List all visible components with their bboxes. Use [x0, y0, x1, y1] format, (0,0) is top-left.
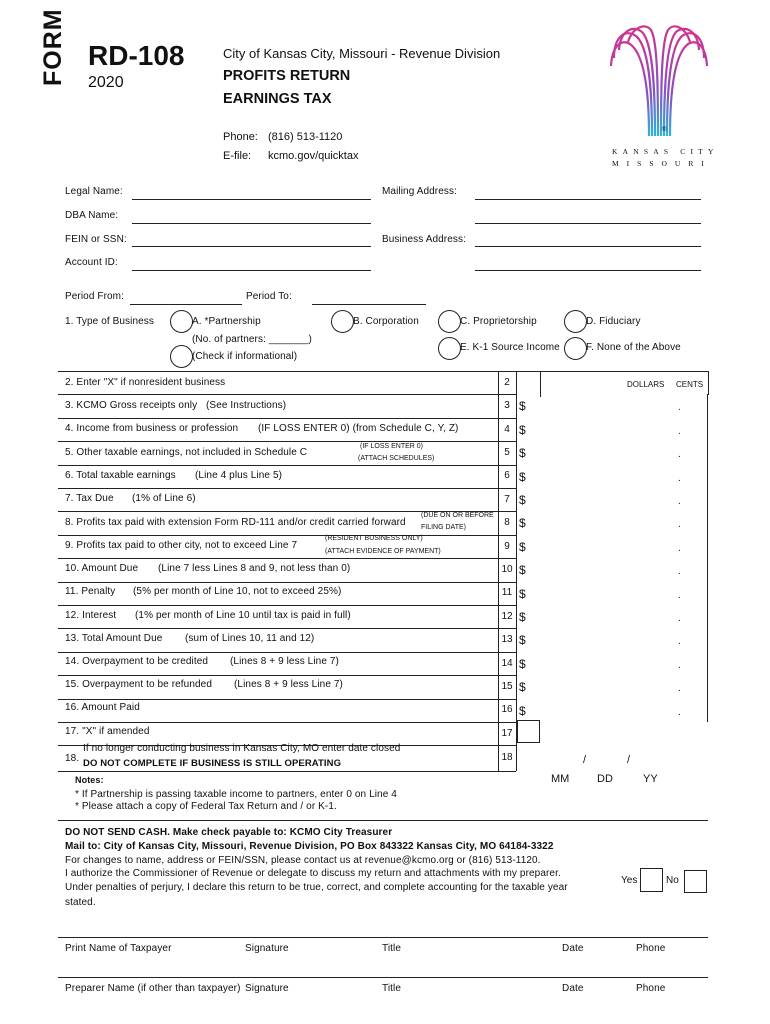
phone-label: Phone:: [223, 131, 258, 143]
type-of-business-label: 1. Type of Business: [65, 316, 154, 327]
form-number: RD-108: [88, 40, 185, 71]
line-number: 8: [504, 517, 510, 529]
dollar-sign: $: [519, 539, 526, 554]
notes-divider: [58, 820, 708, 821]
dollar-sign: $: [519, 446, 526, 461]
cents-separator: .: [678, 636, 681, 648]
line-5-note-2: (ATTACH SCHEDULES): [358, 455, 435, 462]
business-address-field-1[interactable]: [475, 246, 701, 247]
line-number: 4: [504, 423, 510, 435]
authorize-statement: I authorize the Commissioner of Revenue or delegate to discuss my return and attachments with my preparer.: [65, 868, 561, 879]
dollar-sign: $: [519, 469, 526, 484]
line-number: 10: [501, 563, 513, 575]
taxpayer-date-label: Date: [562, 943, 584, 954]
account-id-field[interactable]: [132, 270, 371, 271]
line-9-note-2: (ATTACH EVIDENCE OF PAYMENT): [325, 548, 441, 555]
dollar-sign: $: [519, 610, 526, 624]
line-5-label: 5. Other taxable earnings, not included in Schedule C: [65, 447, 308, 458]
proprietorship-label: C. Proprietorship: [460, 316, 537, 327]
line-number: 16: [501, 704, 513, 716]
amount-column-header-box: [540, 371, 709, 395]
preparer-signature-label: Signature: [245, 983, 289, 994]
authorize-no-label: No: [666, 875, 679, 886]
line-12-label: 12. Interest: [65, 610, 117, 621]
preparer-title-label: Title: [382, 983, 402, 994]
dollar-sign: $: [519, 586, 526, 601]
dollar-sign: $: [519, 703, 526, 718]
line-18-instruction: If no longer conducting business in Kansas City, MO enter date closed: [83, 743, 401, 754]
date-slash-2: /: [627, 754, 631, 766]
line-10-note: (Line 7 less Lines 8 and 9, not less than 0): [158, 563, 351, 574]
taxpayer-signature-line[interactable]: [58, 937, 708, 938]
amount-input[interactable]: [530, 490, 706, 509]
cents-separator: .: [678, 449, 681, 461]
line-number: 11: [501, 587, 513, 599]
line-5-note-1: (IF LOSS ENTER 0): [360, 443, 424, 450]
partnership-label: A. *Partnership: [192, 316, 261, 327]
notes-title: Notes:: [75, 775, 104, 785]
line-8-note-1: (DUE ON OR BEFORE: [421, 512, 494, 519]
line-number-col-right: [516, 371, 517, 771]
efile-label: E-file:: [223, 150, 252, 162]
business-address-label: Business Address:: [382, 234, 466, 245]
period-from-field[interactable]: [130, 304, 242, 305]
authorize-yes-label: Yes: [621, 875, 638, 886]
line-number: 12: [501, 610, 513, 622]
cents-separator: .: [678, 519, 681, 531]
cents-separator: .: [678, 683, 681, 695]
table-row-divider: [58, 722, 516, 723]
line-number: 5: [504, 446, 510, 458]
table-row-divider: [58, 652, 516, 653]
preparer-date-label: Date: [562, 983, 584, 994]
corporation-radio[interactable]: [331, 310, 354, 333]
line-9-label: 9. Profits tax paid to other city, not to exceed Line 7: [65, 540, 298, 551]
line-number: 14: [501, 657, 513, 669]
dollar-sign: $: [519, 516, 526, 531]
form-title-line1: PROFITS RETURN: [223, 68, 351, 84]
business-address-field-2[interactable]: [475, 270, 701, 271]
line-number: 15: [501, 680, 513, 692]
amount-input[interactable]: [530, 396, 706, 415]
amount-input[interactable]: [530, 467, 706, 486]
informational-radio[interactable]: [170, 345, 193, 368]
preparer-phone-label: Phone: [636, 983, 666, 994]
amount-input[interactable]: [530, 607, 706, 626]
note-partnership: * If Partnership is passing taxable income to partners, enter 0 on Line 4: [75, 789, 397, 800]
line-11-label: 11. Penalty: [65, 586, 116, 597]
taxpayer-title-label: Title: [382, 943, 402, 954]
mailing-address-field-1[interactable]: [475, 199, 701, 200]
fiduciary-label: D. Fiduciary: [586, 316, 641, 327]
line-number: 17: [501, 727, 513, 739]
cents-separator: .: [678, 542, 681, 554]
table-row-divider: [58, 465, 516, 466]
agency-name: City of Kansas City, Missouri - Revenue Division: [223, 46, 501, 61]
line-number: 18: [501, 752, 513, 764]
amount-input[interactable]: [530, 654, 706, 673]
account-id-label: Account ID:: [65, 257, 118, 268]
print-name-taxpayer-label: Print Name of Taxpayer: [65, 943, 172, 954]
line-15-note: (Lines 8 + 9 less Line 7): [234, 679, 343, 690]
table-row-divider: [58, 699, 516, 700]
table-top-border: [58, 371, 540, 372]
cents-separator: .: [678, 706, 681, 718]
kansas-city-fountain-logo-icon: [608, 24, 708, 144]
date-mm-label: MM: [551, 773, 570, 785]
dollar-sign: $: [519, 563, 526, 578]
period-from-label: Period From:: [65, 291, 124, 302]
taxpayer-phone-label: Phone: [636, 943, 666, 954]
dollars-header: DOLLARS: [627, 380, 665, 389]
amount-column-border: [707, 394, 708, 722]
changes-instruction: For changes to name, address or FEIN/SSN, please contact us at revenue@kcmo.org or (816) 513-1120.: [65, 855, 541, 866]
table-row-divider: [58, 535, 516, 536]
line-11-note: (5% per month of Line 10, not to exceed 25%): [133, 586, 342, 597]
authorize-no-checkbox[interactable]: [684, 870, 707, 893]
line-16-label: 16. Amount Paid: [65, 702, 140, 713]
mail-to-instruction: Mail to: City of Kansas City, Missouri, Revenue Division, PO Box 843322 Kansas City, MO 64184-3322: [65, 841, 554, 852]
line-number: 13: [501, 634, 513, 646]
line-17-label: 17. "X" if amended: [65, 726, 150, 737]
amount-input[interactable]: [530, 420, 706, 439]
line-number: 7: [504, 493, 510, 505]
dollar-sign: $: [519, 422, 526, 437]
date-dd-label: DD: [597, 773, 613, 785]
cents-separator: .: [678, 496, 681, 507]
amount-input[interactable]: [530, 701, 706, 720]
table-row-divider: [58, 441, 516, 442]
dollar-sign: $: [519, 633, 526, 648]
line-13-label: 13. Total Amount Due: [65, 633, 163, 644]
cents-separator: .: [678, 472, 681, 484]
k1-source-income-radio[interactable]: [438, 337, 461, 360]
table-row-divider: [58, 582, 516, 583]
line-8-note-2: FILING DATE): [421, 524, 466, 531]
taxpayer-signature-label: Signature: [245, 943, 289, 954]
fiduciary-radio[interactable]: [564, 310, 587, 333]
cents-separator: .: [678, 566, 681, 578]
line-9-note-1: (RESIDENT BUSINESS ONLY): [325, 535, 423, 542]
preparer-signature-line[interactable]: [58, 977, 708, 978]
dollar-sign: $: [519, 399, 526, 414]
no-cash-instruction: DO NOT SEND CASH. Make check payable to: KCMO City Treasurer: [65, 827, 393, 838]
line-6-note: (Line 4 plus Line 5): [195, 470, 283, 481]
line-12-note: (1% per month of Line 10 until tax is paid in full): [135, 610, 351, 621]
line-18-label: 18.: [65, 753, 80, 764]
partners-count-label: (No. of partners: _______): [192, 334, 312, 345]
authorize-yes-checkbox[interactable]: [640, 868, 663, 892]
k1-source-income-label: E. K-1 Source Income: [460, 342, 560, 353]
table-row-divider: [58, 628, 516, 629]
amount-input[interactable]: [530, 630, 706, 649]
line-7-label: 7. Tax Due: [65, 493, 114, 504]
amount-input[interactable]: [530, 443, 706, 462]
none-of-above-radio[interactable]: [564, 337, 587, 360]
amended-checkbox[interactable]: [517, 720, 540, 743]
line-6-label: 6. Total taxable earnings: [65, 470, 176, 481]
date-closed-field[interactable]: [540, 748, 680, 770]
table-row-divider: [58, 418, 516, 419]
cents-separator: .: [678, 425, 681, 437]
efile-value: kcmo.gov/quicktax: [268, 150, 359, 162]
dollar-sign: $: [519, 656, 526, 671]
form-title-line2: EARNINGS TAX: [223, 91, 332, 107]
line-3-note: (See Instructions): [206, 400, 287, 411]
mailing-address-label: Mailing Address:: [382, 186, 457, 197]
phone-value: (816) 513-1120: [268, 131, 343, 143]
dba-name-field[interactable]: [132, 223, 371, 224]
perjury-statement: Under penalties of perjury, I declare this return to be true, correct, and complete accounting for the taxable year: [65, 882, 568, 893]
amount-input[interactable]: [530, 537, 706, 556]
line-18-warning: DO NOT COMPLETE IF BUSINESS IS STILL OPERATING: [83, 758, 342, 769]
date-slash-1: /: [583, 754, 587, 766]
perjury-statement-end: stated.: [65, 897, 96, 908]
cents-header: CENTS: [676, 380, 704, 389]
line-7-note: (1% of Line 6): [132, 493, 196, 504]
line-4-label: 4. Income from business or profession: [65, 423, 239, 434]
legal-name-label: Legal Name:: [65, 186, 123, 197]
line-14-label: 14. Overpayment to be credited: [65, 656, 209, 667]
proprietorship-radio[interactable]: [438, 310, 461, 333]
line-number: 3: [504, 400, 510, 412]
fein-ssn-field[interactable]: [132, 246, 371, 247]
date-yy-label: YY: [643, 773, 658, 785]
line-13-note: (sum of Lines 10, 11 and 12): [185, 633, 315, 644]
line-4-note: (IF LOSS ENTER 0) (from Schedule C, Y, Z): [258, 423, 459, 434]
cents-separator: .: [678, 613, 681, 624]
note-attach-return: * Please attach a copy of Federal Tax Return and / or K-1.: [75, 801, 337, 812]
cents-separator: .: [678, 402, 681, 414]
logo-mark: ®: [662, 127, 667, 133]
amount-input[interactable]: [530, 677, 706, 696]
line-14-note: (Lines 8 + 9 less Line 7): [230, 656, 339, 667]
form-year: 2020: [88, 74, 124, 91]
logo-text-missouri: MISSOURI: [612, 159, 712, 168]
nonresident-checkbox[interactable]: [517, 373, 538, 395]
table-row-divider: [58, 675, 516, 676]
form-label-vertical: FORM: [39, 8, 67, 86]
table-row-divider: [58, 488, 516, 489]
table-row-divider: [58, 605, 516, 606]
cents-separator: .: [678, 659, 681, 671]
table-row-divider: [58, 394, 516, 395]
table-bottom-border: [58, 771, 516, 772]
fein-ssn-label: FEIN or SSN:: [65, 234, 127, 245]
amount-input[interactable]: [530, 560, 706, 579]
line-number: 6: [504, 470, 510, 482]
legal-name-field[interactable]: [132, 199, 371, 200]
amount-input[interactable]: [530, 513, 706, 532]
line-number: 2: [504, 376, 510, 388]
line-2-label: 2. Enter "X" if nonresident business: [65, 377, 226, 388]
table-row-divider: [58, 558, 516, 559]
line-number: 9: [504, 540, 510, 552]
line-10-label: 10. Amount Due: [65, 563, 139, 574]
partnership-radio[interactable]: [170, 310, 193, 333]
line-3-label: 3. KCMO Gross receipts only: [65, 400, 198, 411]
corporation-label: B. Corporation: [353, 316, 419, 327]
dollar-sign: $: [519, 680, 526, 695]
line-15-label: 15. Overpayment to be refunded: [65, 679, 212, 690]
amount-input[interactable]: [530, 584, 706, 603]
cents-separator: .: [678, 589, 681, 601]
period-to-field[interactable]: [312, 304, 426, 305]
dba-name-label: DBA Name:: [65, 210, 119, 221]
informational-label: (Check if informational): [192, 351, 298, 362]
logo-text-kansas-city: KANSAS CITY: [612, 147, 719, 156]
preparer-name-label: Preparer Name (if other than taxpayer): [65, 983, 241, 994]
none-of-above-label: F. None of the Above: [586, 342, 681, 353]
line-8-label: 8. Profits tax paid with extension Form RD-111 and/or credit carried forward: [65, 517, 406, 528]
mailing-address-field-2[interactable]: [475, 223, 701, 224]
dollar-sign: $: [519, 493, 526, 507]
period-to-label: Period To:: [246, 291, 292, 302]
